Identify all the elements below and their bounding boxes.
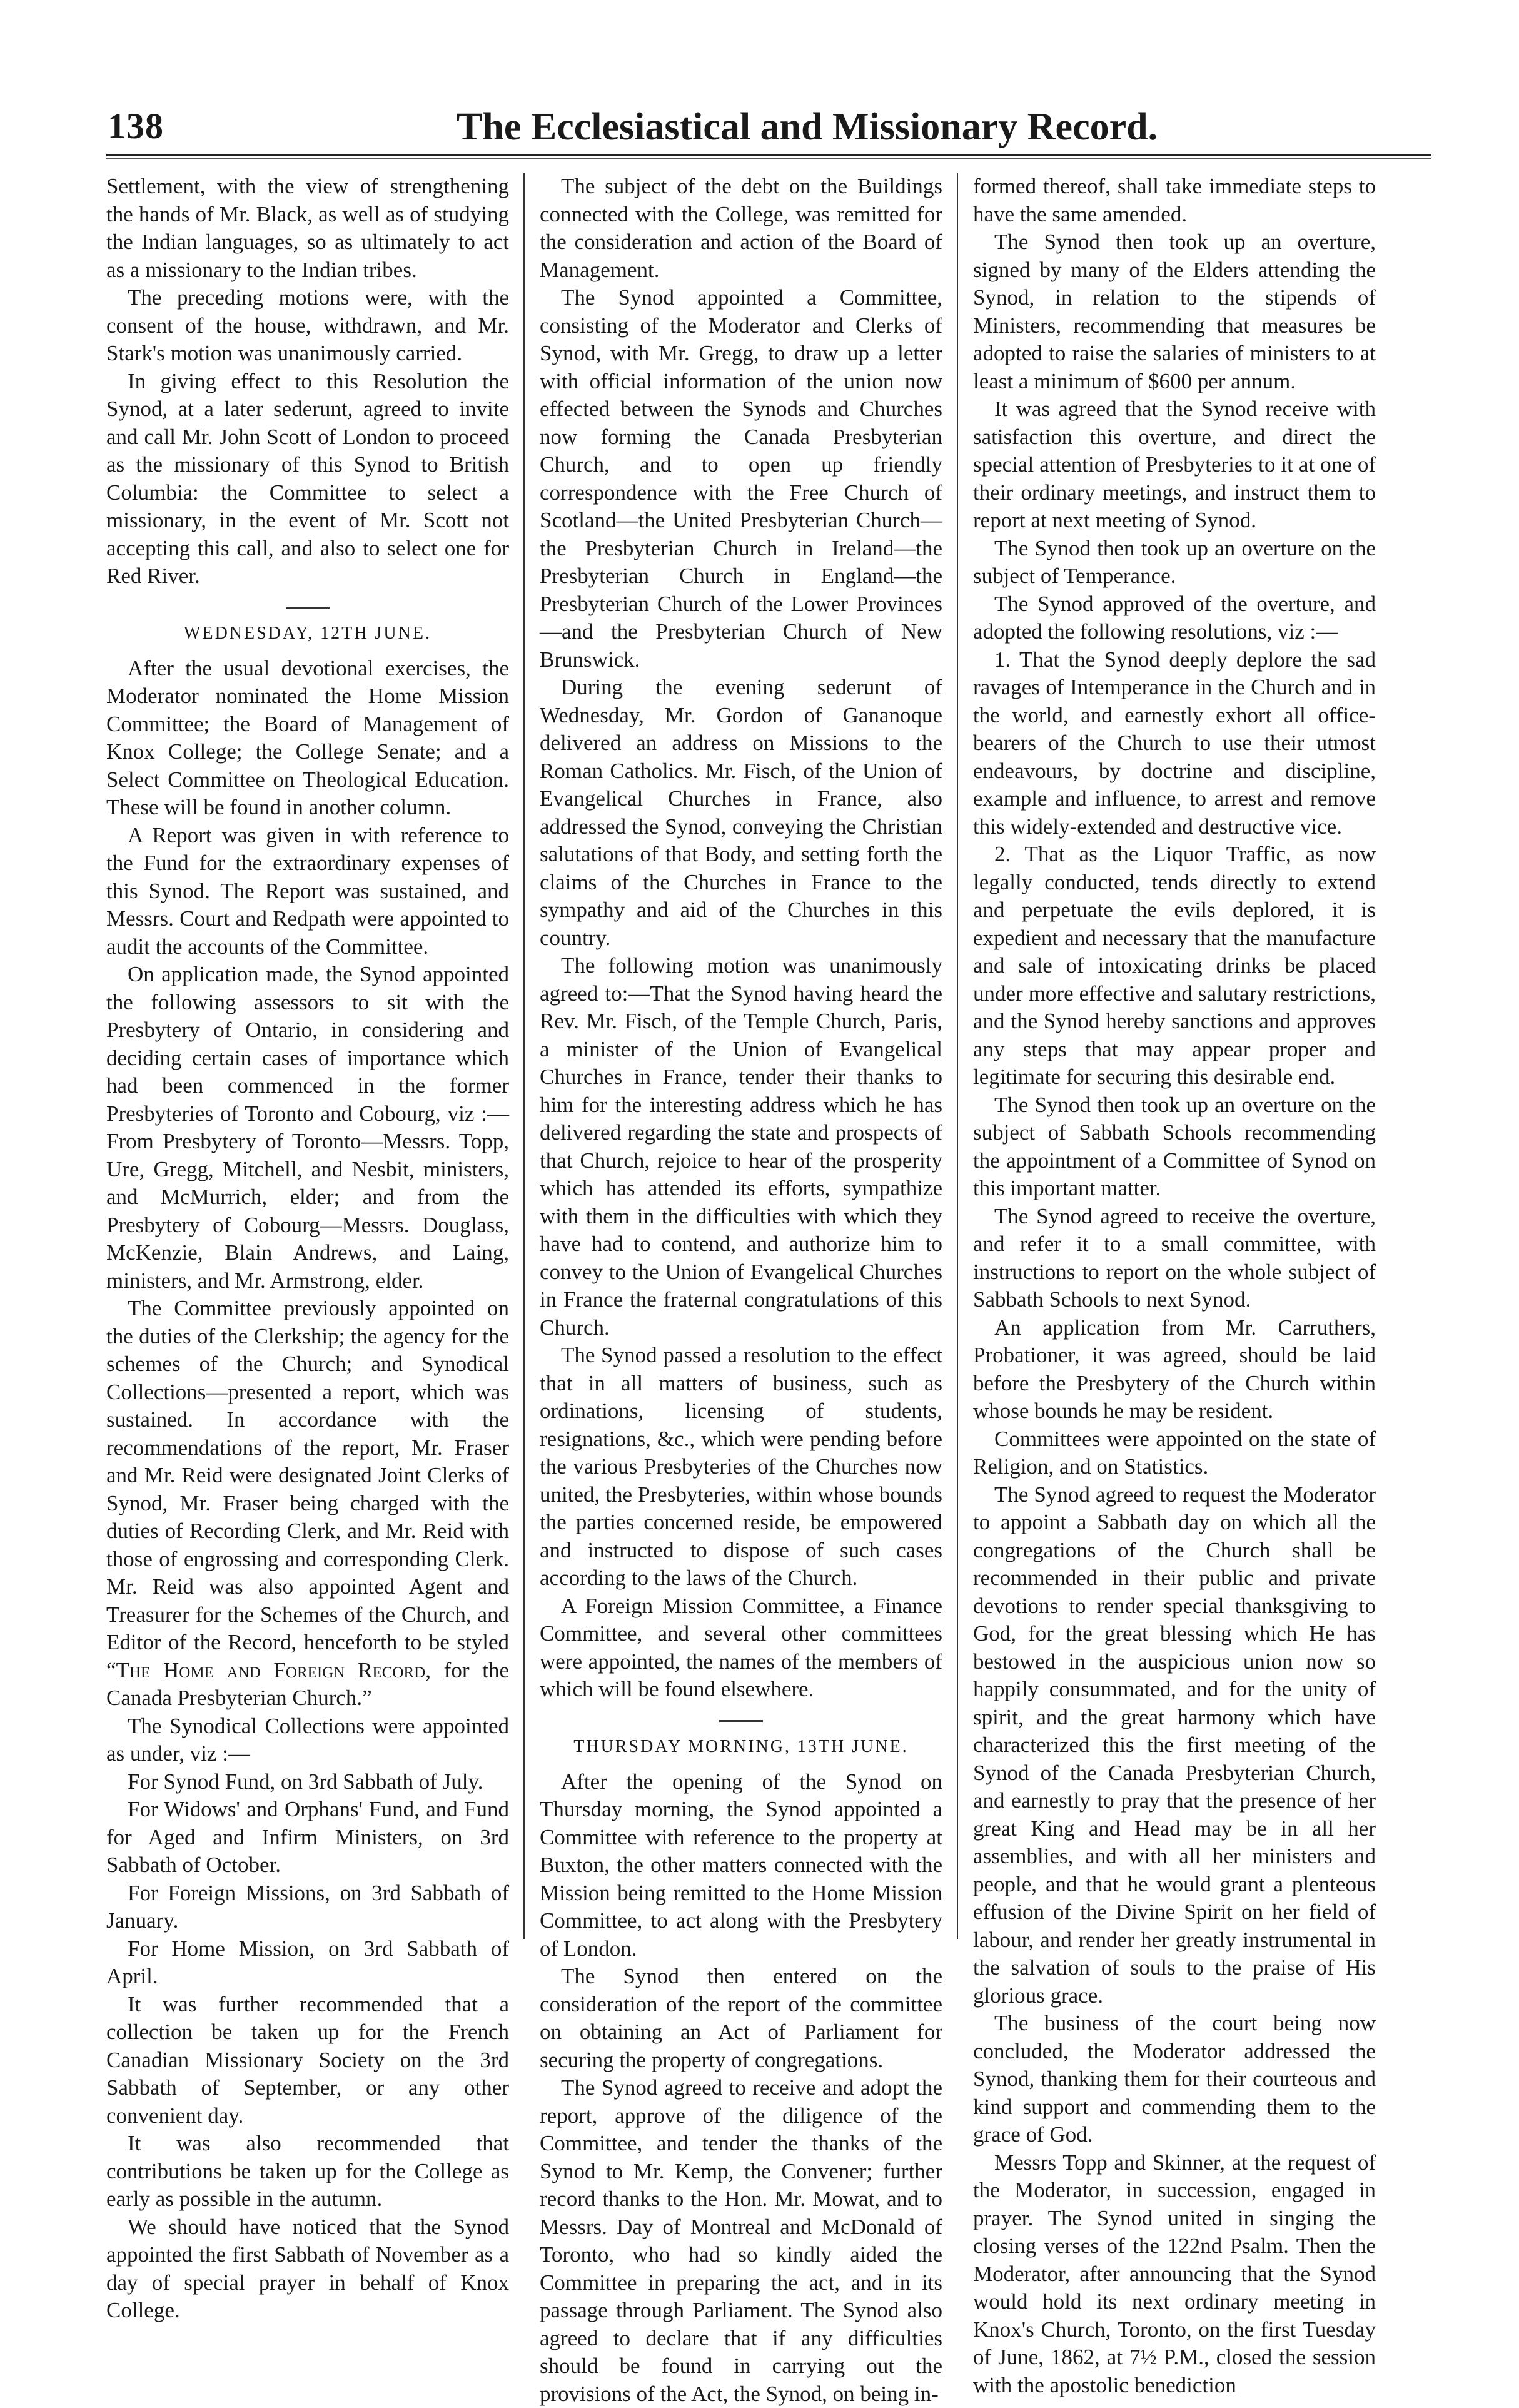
header-rule xyxy=(106,154,1431,159)
record-title: The Home and Foreign Record xyxy=(116,1657,426,1682)
paragraph: It was agreed that the Synod receive with satisfaction this overture, and direct the special attention of Presbyteries to it at one of their ordinary meetings, and instruct them to report at next meeting of Synod. xyxy=(973,397,1376,532)
paragraph: Committees were appointed on the state of Religion, and on Statistics. xyxy=(973,1426,1376,1479)
paragraph: On application made, the Synod appointed the following assessors to sit with the Presbytery of Ontario, in considering and deciding certain cases of importance which had been commenced in the former Presbyteries of Toronto and Cobourg, viz :—From Presbytery of Toronto—Messrs. Topp, Ure, Gregg, Mitchell, and Nesbit, ministers, and McMurrich, elder; and from the Presbytery of Cobourg—Messrs. Douglass, McKenzie, Blain Andrews, and Laing, ministers, and Mr. Armstrong, elder. xyxy=(106,962,509,1293)
paragraph: The Synod passed a resolution to the effect that in all matters of business, such as ordinations, licensing of students, resignations, &c., which were pending before the various Presbyteries of the Churches now united, the Presbyteries, within whose bounds the parties concerned reside, be empowered and instructed to dispose of such cases according to the laws of the Church. xyxy=(540,1343,942,1590)
paragraph-text: The Committee previously appointed on the duties of the Clerkship; the agency for the schemes of the Church; and Synodical Collections—presented a report, which was sustained. In accordance with the recommendations of the report, Mr. Fraser and Mr. Reid were designated Joint Clerks of Synod, Mr. Fraser being charged with the duties of Recording Clerk, and Mr. Reid with those of engrossing and corresponding Clerk. Mr. Reid was also appointed Agent and Treasurer for the Schemes of the Church, and Editor of the Record, henceforth to be styled “ xyxy=(106,1296,509,1682)
paragraph: For Home Mission, on 3rd Sabbath of April. xyxy=(106,1936,509,1988)
paragraph: Settlement, with the view of strengthening the hands of Mr. Black, as well as of studying the Indian languages, so as ultimately to act as a missionary to the Indian tribes. xyxy=(106,174,509,282)
paragraph: An application from Mr. Carruthers, Probationer, it was agreed, should be laid before the Presbytery of the Church within whose bounds he may be resident. xyxy=(973,1315,1376,1423)
column-divider xyxy=(957,173,958,1939)
paragraph: The Synod then took up an overture on the subject of Sabbath Schools recommending the appointment of a Committee of Synod on this important matter. xyxy=(973,1092,1376,1200)
paragraph: The following motion was unanimously agreed to:—That the Synod having heard the Rev. Mr. Fisch, of the Temple Church, Paris, a minister of the Union of Evangelical Churches in France, tender their thanks to him for the interesting address which he has delivered regarding the state and prospects of that Church, rejoice to hear of the prosperity which has attended its efforts, sympathize with them in the difficulties with which they have had to contend, and authorize him to convey to the Union of Evangelical Churches in France the fraternal congratulations of this Church. xyxy=(540,953,942,1340)
paragraph: The business of the court being now concluded, the Moderator addressed the Synod, thanking them for their courteous and kind support and commending them to the grace of God. xyxy=(973,2011,1376,2147)
column-1 xyxy=(106,173,509,2322)
paragraph xyxy=(106,1295,509,1712)
paragraph: It was further recommended that a collection be taken up for the French Canadian Missionary Society on the 3rd Sabbath of September, or any other convenient day. xyxy=(106,1991,509,2128)
column-2 xyxy=(540,173,942,2406)
paragraph: For Widows' and Orphans' Fund, and Fund for Aged and Infirm Ministers, on 3rd Sabbath of October. xyxy=(106,1797,509,1877)
paragraph: A Report was given in with reference to the Fund for the extraordinary expenses of this Synod. The Report was sustained, and Messrs. Court and Redpath were appointed to audit the accounts of the Committee. xyxy=(106,822,509,959)
paragraph: After the usual devotional exercises, the Moderator nominated the Home Mission Committee; the Board of Management of Knox College; the College Senate; and a Select Committee on Theological Education. These will be found in another column. xyxy=(106,655,509,819)
resolution: 2. That as the Liquor Traffic, as now legally conducted, tends directly to extend and perpetuate the evils deplored, it is expedient and necessary that the manufacture and sale of intoxicating drinks be placed under more effective and salutary restrictions, and the Synod hereby sanctions and approves any steps that may appear proper and legitimate for securing this desirable end. xyxy=(973,842,1376,1089)
paragraph: For Synod Fund, on 3rd Sabbath of July. xyxy=(128,1769,483,1794)
paragraph: In giving effect to this Resolution the Synod, at a later sederunt, agreed to invite and call Mr. John Scott of London to proceed as the missionary of this Synod to British Columbia: the Committee to select a missionary, in the event of Mr. Scott not accepting this call, and also to select one for Red River. xyxy=(106,368,509,588)
paragraph: The Synod then entered on the consideration of the report of the committee on obtaining an Act of Parliament for securing the property of congregations. xyxy=(540,1964,942,2072)
paragraph: The Synod agreed to request the Moderator to appoint a Sabbath day on which all the congregations of the Church shall be recommended in their public and private devotions to render special thanksgiving to God, for the great blessing which He has bestowed in the auspicious union now so happily consummated, and for the unity of spirit, and the great harmony which have characterized this the first meeting of the Synod of the Canada Presbyterian Church, and earnestly to pray that the presence of her great King and Head may be in all her assemblies, and with all her ministers and people, and that he would grant a plenteous effusion of the Divine Spirit on her field of labour, and render her greatly instrumental in the salvation of souls to the praise of His glorious grace. xyxy=(973,1482,1376,2008)
running-head xyxy=(106,105,1425,155)
paragraph: The preceding motions were, with the consent of the house, withdrawn, and Mr. Stark's motion was unanimously carried. xyxy=(106,285,509,365)
resolution: 1. That the Synod deeply deplore the sad ravages of Intemperance in the Church and in the world, and earnestly exhort all office-bearers of the Church to use their utmost endeavours, by doctrine and discipline, example and influence, to arrest and remove this widely-extended and destructive vice. xyxy=(973,647,1376,839)
section-dash xyxy=(286,607,330,609)
paragraph: The subject of the debt on the Buildings connected with the College, was remitted for the consideration and action of the Board of Management. xyxy=(540,174,942,282)
paragraph: The Synodical Collections were appointed as under, viz :— xyxy=(106,1713,509,1766)
paragraph: The Synod then took up an overture, signed by many of the Elders attending the Synod, in relation to the stipends of Ministers, recommending that measures be adopted to raise the salaries of ministers to at least a minimum of $600 per annum. xyxy=(973,230,1376,393)
paragraph: During the evening sederunt of Wednesday, Mr. Gordon of Gananoque delivered an address on Missions to the Roman Catholics. Mr. Fisch, of the Union of Evangelical Churches in France, also addressed the Synod, conveying the Christian salutations of that Body, and setting forth the claims of the Churches in France to the sympathy and aid of the Churches in this country. xyxy=(540,675,942,950)
column-3 xyxy=(973,173,1376,2397)
journal-title: The Ecclesiastical and Missionary Record. xyxy=(457,106,1158,148)
paragraph: The Synod agreed to receive and adopt the report, approve of the diligence of the Committee, and tender the thanks of the Synod to Mr. Kemp, the Convener; further record thanks to the Hon. Mr. Mowat, and to Messrs. Day of Montreal and McDonald of Toronto, who had so kindly aided the Committee in preparing the act, and in its passage through Parliament. The Synod also agreed to declare that if any difficulties should be found in carrying out the provisions of the Act, the Synod, on being in- xyxy=(540,2075,942,2406)
paragraph: Messrs Topp and Skinner, at the request of the Moderator, in succession, engaged in prayer. The Synod united in singing the closing verses of the 122nd Psalm. Then the Moderator, after announcing that the Synod would hold its next ordinary meeting in Knox's Church, Toronto, on the first Tuesday of June, 1862, at 7½ P.M., closed the session with the apostolic benediction xyxy=(973,2150,1376,2397)
paragraph: After the opening of the Synod on Thursday morning, the Synod appointed a Committee with reference to the property at Buxton, the other matters connected with the Mission being remitted to the Home Mission Committee, to act along with the Presbytery of London. xyxy=(540,1769,942,1961)
paragraph: It was also recommended that contributions be taken up for the College as early as possible in the autumn. xyxy=(106,2131,509,2211)
paragraph: For Foreign Missions, on 3rd Sabbath of January. xyxy=(106,1880,509,1933)
section-dash xyxy=(719,1720,763,1722)
paragraph: The Synod approved of the overture, and adopted the following resolutions, viz :— xyxy=(973,591,1376,644)
paragraph: formed thereof, shall take immediate steps to have the same amended. xyxy=(973,174,1376,226)
paragraph-text: , for the Canada Presbyterian Church.” xyxy=(106,1657,509,1710)
section-heading: WEDNESDAY, 12TH JUNE. xyxy=(184,623,431,643)
paragraph: The Synod appointed a Committee, consisting of the Moderator and Clerks of Synod, with Mr. Gregg, to draw up a letter with official information of the union now effected between the Synods and Churches now forming the Canada Presbyterian Church, and to open up friendly correspondence with the Free Church of Scotland—the United Presbyterian Church—the Presbyterian Church in Ireland—the Presbyterian Church in England—the Presbyterian Church of the Lower Provinces—and the Presbyterian Church of New Brunswick. xyxy=(540,285,942,672)
paragraph: The Synod agreed to receive the overture, and refer it to a small committee, with instructions to report on the whole subject of Sabbath Schools to next Synod. xyxy=(973,1203,1376,1312)
paragraph: The Synod then took up an overture on the subject of Temperance. xyxy=(973,535,1376,588)
section-heading: THURSDAY MORNING, 13TH JUNE. xyxy=(573,1736,909,1756)
text-columns xyxy=(106,173,1431,2406)
paragraph: A Foreign Mission Committee, a Finance Committee, and several other committees were appointed, the names of the members of which will be found elsewhere. xyxy=(540,1593,942,1701)
paragraph: We should have noticed that the Synod appointed the first Sabbath of November as a day of special prayer in behalf of Knox College. xyxy=(106,2214,509,2322)
column-divider xyxy=(523,173,525,1939)
page-number: 138 xyxy=(108,106,164,146)
